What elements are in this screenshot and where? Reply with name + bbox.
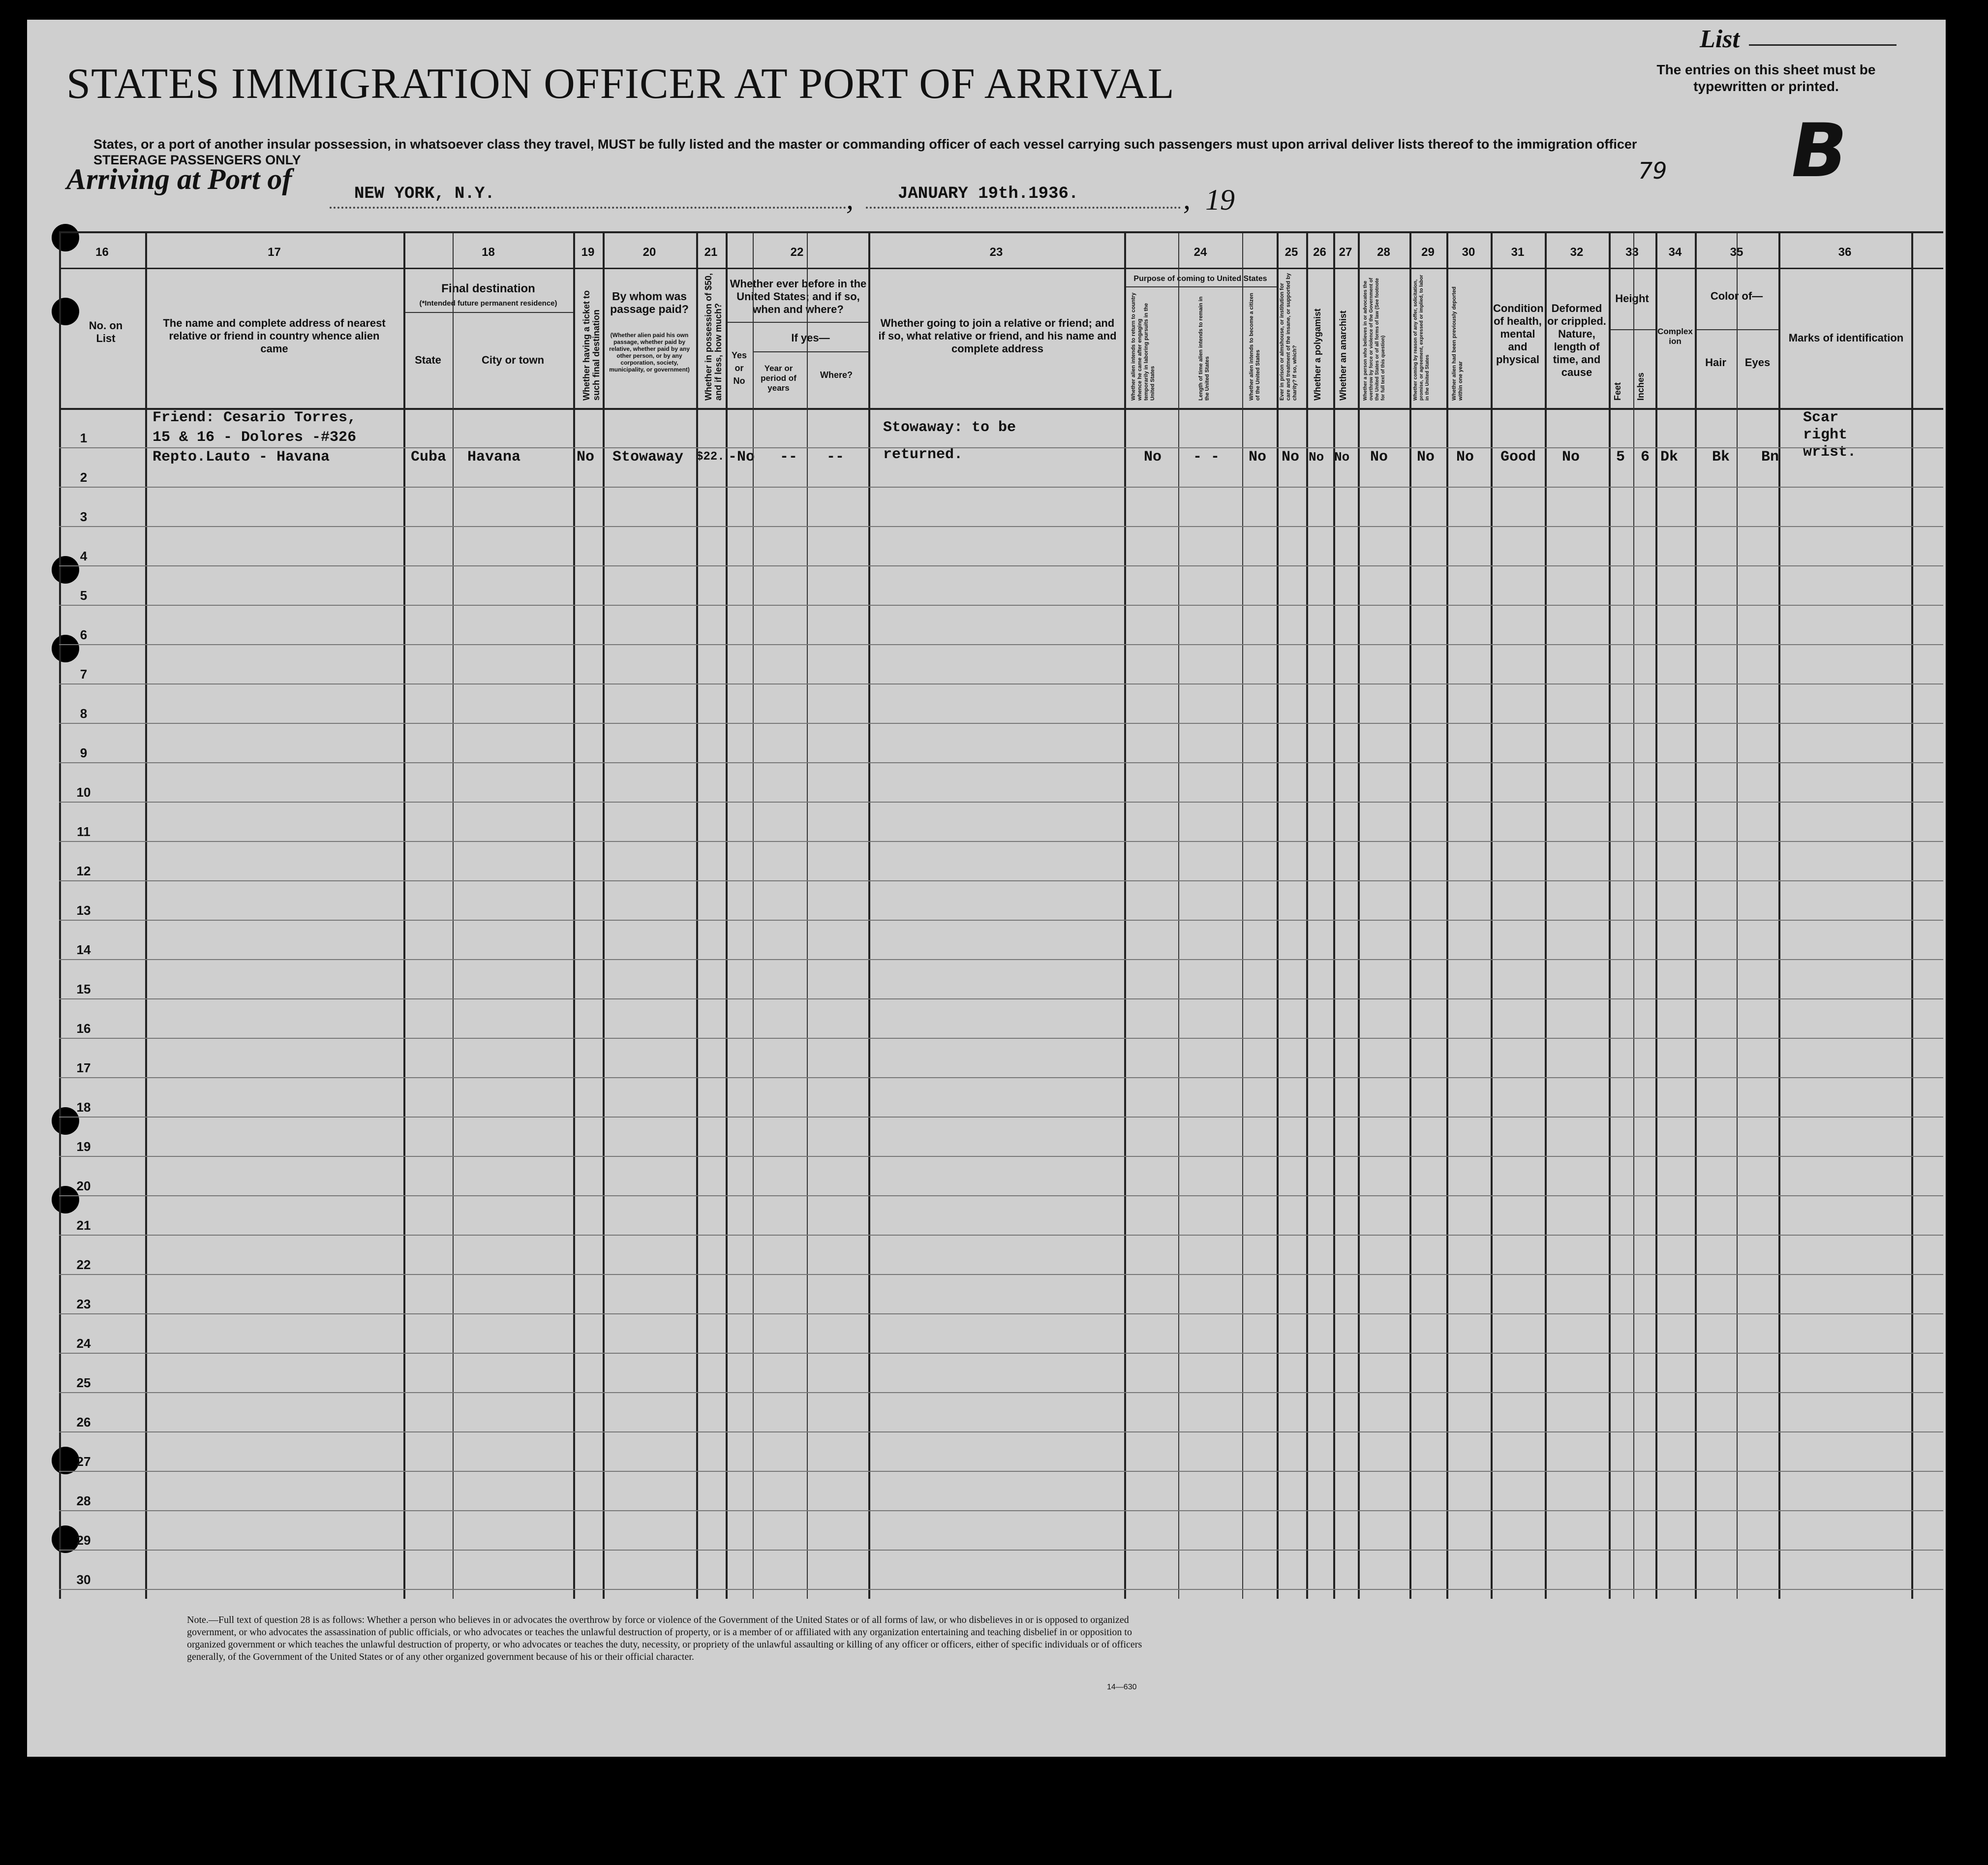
column-rule [753, 233, 754, 1599]
row-rule [59, 1589, 1943, 1590]
col-num-24: 24 [1193, 246, 1207, 259]
marks-line-3: wrist. [1803, 444, 1857, 461]
row-rule [59, 723, 1943, 724]
row-rule [59, 1038, 1943, 1039]
column-rule [1491, 233, 1493, 1599]
manifest-table [59, 231, 1943, 1599]
col-num-17: 17 [268, 246, 281, 259]
purpose-divider [1124, 286, 1277, 287]
row-rule [59, 1195, 1943, 1196]
deported-header: Whether alien had been previously deported within one year [1451, 286, 1464, 401]
row-number: 10 [76, 785, 91, 800]
feet-header: Feet [1613, 382, 1622, 401]
row-rule [59, 1077, 1943, 1078]
polygamist-value: No [1309, 450, 1324, 465]
row-number: 19 [76, 1139, 91, 1154]
health-header: Condition of health, mental and physical [1493, 302, 1544, 366]
row-number: 1 [80, 431, 88, 445]
where-value: -- [826, 449, 845, 466]
col-num-16: 16 [95, 246, 109, 259]
row-rule [59, 920, 1943, 921]
arriving-label: Arriving at Port of [66, 163, 292, 195]
row-rule [59, 762, 1943, 763]
complexion-header: Complexion [1657, 327, 1693, 346]
column-rule [696, 233, 698, 1599]
relative-line-3: Repto.Lauto - Havana [153, 449, 330, 466]
ticket-header: Whether having a ticket to such final destination [581, 290, 601, 401]
row-rule [59, 1156, 1943, 1157]
if-yes-divider [753, 351, 868, 352]
marks-line-2: right [1803, 427, 1848, 443]
col-num-23: 23 [989, 246, 1003, 259]
col-num-21: 21 [704, 246, 718, 259]
anarchist-header: Whether an anarchist [1338, 310, 1348, 401]
column-rule [807, 233, 808, 1599]
health-value: Good [1500, 449, 1536, 466]
row-number: 17 [76, 1060, 91, 1075]
row-rule [59, 1353, 1943, 1354]
col-num-19: 19 [581, 246, 595, 259]
before-value: -No [728, 449, 755, 466]
relative-line-2: 15 & 16 - Dolores -#326 [153, 429, 357, 446]
row-rule [59, 1431, 1943, 1432]
row-number: 14 [76, 942, 91, 957]
row-rule [59, 1235, 1943, 1236]
deformed-header: Deformed or crippled. Nature, length of time, and cause [1547, 302, 1606, 378]
polygamist-header: Whether a polygamist [1313, 308, 1322, 401]
column-rule [1446, 233, 1448, 1599]
col-num-18: 18 [482, 246, 495, 259]
joining-line-2: returned. [883, 446, 963, 463]
row-number: 13 [76, 903, 91, 918]
row-rule [59, 802, 1943, 803]
color-of-header: Color of— [1710, 290, 1763, 302]
row-rule [59, 1392, 1943, 1393]
year-prefix: 19 [1205, 184, 1235, 216]
passage-note: (Whether alien paid his own passage, whether paid by relative, whether paid by any other person, or by any corporation, society, municipality, or government) [609, 332, 690, 373]
if-yes-header: If yes— [791, 332, 830, 344]
col-num-31: 31 [1511, 246, 1525, 259]
row-rule [59, 1117, 1943, 1118]
header-divider [59, 268, 1943, 269]
comma: , [1183, 183, 1191, 215]
col-num-28: 28 [1377, 246, 1390, 259]
column-rule [145, 233, 147, 1599]
row-rule [59, 959, 1943, 960]
passage-value: Stowaway [612, 449, 684, 466]
anarchist-value: No [1334, 450, 1350, 465]
column-rule [1242, 233, 1243, 1599]
row-number: 28 [76, 1493, 91, 1508]
complexion-value: Dk [1660, 449, 1679, 466]
city-value: Havana [467, 449, 521, 466]
column-rule [868, 233, 870, 1599]
ticket-value: No [577, 449, 595, 466]
column-rule [1358, 233, 1360, 1599]
col-num-26: 26 [1313, 246, 1326, 259]
column-rule [1545, 233, 1547, 1599]
row-rule [59, 447, 1943, 448]
column-rule [573, 233, 575, 1599]
eyes-value: Bn [1761, 449, 1779, 466]
final-destination-note: (*Intended future permanent residence) [419, 299, 557, 308]
column-rule [1737, 233, 1738, 1599]
col-num-25: 25 [1285, 246, 1298, 259]
row-number: 9 [80, 746, 88, 760]
state-value: Cuba [411, 449, 447, 466]
row-number: 15 [76, 982, 91, 996]
list-number-line [1749, 44, 1896, 46]
column-rule [1778, 233, 1780, 1599]
row-number: 2 [80, 470, 88, 485]
hair-value: Bk [1712, 449, 1730, 466]
period-header: Year or period of years [761, 364, 796, 393]
prison-value: No [1282, 449, 1300, 466]
yes-no-header: Yes or No [731, 350, 747, 386]
row-rule [59, 1274, 1943, 1275]
column-rule [1695, 233, 1697, 1599]
height-header: Height [1615, 292, 1649, 305]
row-rule [59, 1313, 1943, 1314]
column-rule [1333, 233, 1335, 1599]
inches-value: 6 [1641, 449, 1650, 466]
column-rule [1409, 233, 1411, 1599]
height-divider [1609, 329, 1655, 330]
row-number: 25 [76, 1375, 91, 1390]
col-num-35: 35 [1730, 246, 1743, 259]
column-rule [1911, 233, 1913, 1599]
row-number: 4 [80, 549, 88, 563]
col-num-30: 30 [1462, 246, 1475, 259]
row-number: 22 [76, 1257, 91, 1272]
entries-note: The entries on this sheet must be typewritten or printed. [1656, 62, 1876, 94]
relative-header: The name and complete address of nearest relative or friend in country whence alien came [163, 317, 386, 355]
row-number: 27 [76, 1454, 91, 1469]
purpose-return-header: Whether alien intends to return to country whence he came after engaging temporarily in laboring pursuits in the United States [1131, 292, 1156, 401]
handwritten-letter: B [1783, 108, 1855, 194]
col-num-27: 27 [1339, 246, 1352, 259]
period-value: -- [780, 449, 798, 466]
port-value: NEW YORK, N.Y. [354, 185, 495, 203]
feet-value: 5 [1616, 449, 1625, 466]
purpose-header: Purpose of coming to United States [1133, 275, 1267, 283]
instructions-line: States, or a port of another insular possession, in whatsoever class they travel, MUST be fully listed and the master or commanding officer of each vessel carrying such passengers must upon arrival deliver lists thereof to the immigration officer [93, 137, 1637, 152]
deformed-value: No [1562, 449, 1580, 466]
row-number: 11 [77, 824, 91, 839]
offer-value: No [1417, 449, 1435, 466]
row-rule [59, 605, 1943, 606]
deported-value: No [1456, 449, 1474, 466]
where-header: Where? [820, 370, 853, 380]
col-num-33: 33 [1625, 246, 1639, 259]
column-rule [726, 233, 728, 1599]
row-number: 21 [76, 1218, 91, 1233]
row-rule [59, 880, 1943, 881]
before-divider [726, 322, 868, 323]
marks-line-1: Scar [1803, 409, 1839, 426]
row-number: 5 [80, 588, 88, 603]
state-header: State [415, 354, 441, 366]
col-num-36: 36 [1838, 246, 1852, 259]
overthrow-header: Whether a person who believes in or advocates the overthrow by force or violence of the Government of the United States or of all forms of law (See footnote for full text of this question) [1363, 278, 1386, 401]
form-number: 14—630 [1107, 1683, 1137, 1691]
row-number: 6 [80, 627, 88, 642]
relative-line-1: Friend: Cesario Torres, [153, 409, 357, 426]
money-value: $22. [696, 450, 725, 464]
date-line [866, 207, 1181, 209]
col-num-34: 34 [1668, 246, 1682, 259]
row-number: 18 [76, 1100, 91, 1115]
money-header: Whether in possession of $50, and if less, how much? [703, 273, 723, 401]
row-rule [59, 526, 1943, 527]
date-value: JANUARY 19th.1936. [898, 185, 1079, 203]
row-rule [59, 998, 1943, 999]
return-value: No [1144, 449, 1162, 466]
page-title: STATES IMMIGRATION OFFICER AT PORT OF ARRIVAL [66, 60, 1175, 108]
row-rule [59, 1550, 1943, 1551]
list-label: List [1700, 25, 1740, 53]
handwritten-number: 79 [1638, 157, 1667, 184]
column-rule [1633, 233, 1634, 1599]
row-number: 7 [80, 667, 88, 682]
comma: , [846, 183, 854, 215]
row-rule [59, 565, 1943, 566]
city-header: City or town [481, 354, 545, 366]
final-destination-header: Final destination [441, 282, 535, 295]
column-rule [1124, 233, 1126, 1599]
joining-line-1: Stowaway: to be [883, 419, 1016, 436]
row-number: 3 [80, 509, 88, 524]
column-rule [1655, 233, 1657, 1599]
citizen-value: No [1249, 449, 1267, 466]
row-number: 23 [76, 1297, 91, 1311]
length-value: - - [1193, 449, 1220, 466]
port-line [330, 207, 846, 209]
column-rule [1277, 233, 1279, 1599]
column-rule [453, 233, 454, 1599]
joining-header: Whether going to join a relative or friend; and if so, what relative or friend, and his name and complete address [878, 317, 1117, 355]
row-number: 29 [76, 1533, 91, 1548]
row-rule [59, 841, 1943, 842]
row-number: 20 [76, 1179, 91, 1193]
prison-header: Ever in prison or almshouse, or institution for care and treatment of the insane, or supported by charity? If so, which? [1279, 273, 1298, 401]
row-number: 16 [76, 1021, 91, 1036]
footnote: Note.—Full text of question 28 is as follows: Whether a person who believes in or advocates the overthrow by force or violence of the Government of the United States or of all forms of law, or who disbelieves in or is opposed to organized government, or who advocates the assassination of public officials, or who advocates or teaches the unlawful destruction of property, or is a member of or affiliated with any organization entertaining and teaching disbelief in or opposition to organized government or which teaches the unlawful destruction of property, or who advocates or teaches the duty, necessity, or propriety of the unlawful assaulting or killing of any officer or officers, either of specific individuals or of officers generally, of the Government of the United States or of any other organized government because of his or their official character. [187, 1615, 1142, 1662]
col-num-22: 22 [790, 246, 804, 259]
inches-header: Inches [1636, 372, 1646, 401]
steerage-line: STEERAGE PASSENGERS ONLY [93, 153, 301, 167]
before-header: Whether ever before in the United States; and if so, when and where? [730, 278, 867, 315]
col-num-20: 20 [642, 246, 656, 259]
offer-header: Whether coming by reason of any offer, solicitation, promise, or agreement, expressed or implied, to labor in the United States [1413, 275, 1430, 401]
column-rule [1306, 233, 1308, 1599]
purpose-citizen-header: Whether alien intends to become a citizen of the United States [1249, 293, 1261, 401]
purpose-length-header: Length of time alien intends to remain in the United States [1198, 296, 1210, 401]
row-rule [59, 1471, 1943, 1472]
passage-header: By whom was passage paid? [610, 290, 689, 315]
column-rule [1609, 233, 1611, 1599]
eyes-header: Eyes [1744, 356, 1771, 369]
marks-header: Marks of identification [1788, 332, 1904, 344]
row-rule [59, 1510, 1943, 1511]
row-rule [59, 644, 1943, 645]
row-number: 30 [76, 1572, 91, 1587]
row-number: 12 [76, 864, 91, 878]
column-rule [403, 233, 405, 1599]
col-num-29: 29 [1421, 246, 1435, 259]
overthrow-value: No [1370, 449, 1388, 466]
col-num-32: 32 [1570, 246, 1584, 259]
dest-divider [403, 312, 573, 313]
row-number: 26 [76, 1415, 91, 1430]
row-number: 8 [80, 706, 88, 721]
no-on-list-header: No. on List [89, 319, 123, 344]
row-number: 24 [76, 1336, 91, 1351]
hair-header: Hair [1705, 356, 1726, 369]
column-rule [1178, 233, 1179, 1599]
row-rule [59, 487, 1943, 488]
column-rule [603, 233, 605, 1599]
